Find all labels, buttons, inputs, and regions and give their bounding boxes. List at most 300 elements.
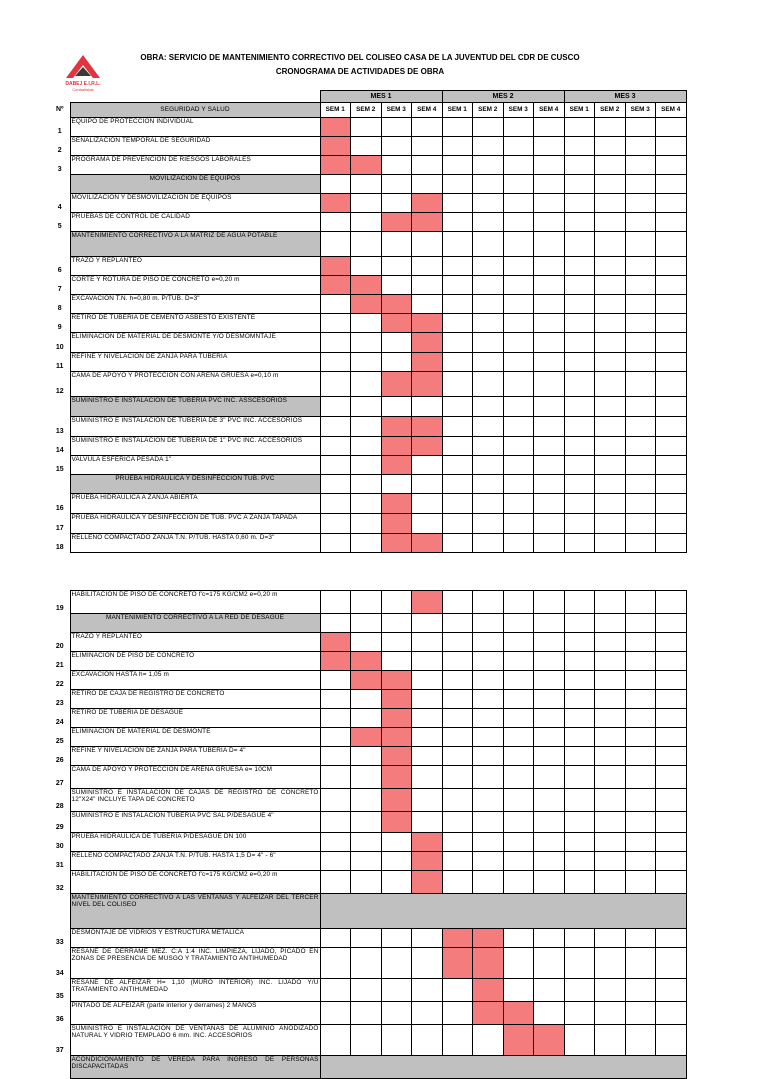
week-cell [412,929,443,948]
week-cell [595,709,626,728]
week-cell [534,194,565,213]
week-cell [656,747,687,766]
row-number: 18 [55,543,64,551]
week-cell [473,437,504,456]
week-cell [564,534,595,553]
document-subtitle: CRONOGRAMA DE ACTIVIDADES DE OBRA [275,67,445,76]
activity-row [50,534,686,553]
week-cell [351,812,382,833]
scheduled-week-cell [412,437,443,456]
scheduled-week-cell [381,417,412,437]
week-cell [656,372,687,397]
section-title: MANTENIMIENTO CORRECTIVO A LAS VENTANAS Y ALFEIZAR DEL TERCER NIVEL DEL COLISEO [70,894,320,929]
week-cell [534,333,565,353]
week-cell [442,156,473,175]
week-cell [625,852,656,871]
week-cell [564,475,595,494]
row-number [50,475,70,494]
week-cell [595,812,626,833]
week-cell [595,137,626,156]
week-cell [534,690,565,709]
week-cell [503,690,534,709]
week-cell [381,175,412,194]
week-cell [442,437,473,456]
week-cell [564,1025,595,1056]
row-number: 37 [55,1046,64,1054]
scheduled-week-cell [351,295,382,314]
row-number: 11 [56,362,64,370]
row-number: 6 [57,266,62,274]
week-cell [503,295,534,314]
week-cell [534,437,565,456]
scheduled-week-cell [381,494,412,514]
week-cell [351,633,382,652]
week-cell [534,118,565,137]
week-cell [625,295,656,314]
week-cell [656,789,687,812]
activity-description: SUMINISTRO E INSTALACION DE CAJAS DE REGISTRO DE CONCRETO 12"X24" INCLUYE TAPA DE CONCRETO [70,789,320,812]
week-cell [503,232,534,257]
week-cell [412,514,443,534]
scheduled-week-cell [381,747,412,766]
week-cell [656,812,687,833]
week-cell [625,728,656,747]
activity-description: SEÑALIZACION TEMPORAL DE SEGURIDAD [70,137,320,156]
row-number: 35 [55,992,64,1000]
week-cell [534,372,565,397]
week-cell [442,852,473,871]
week-cell [595,1025,626,1056]
month-header: MES 3 [564,91,686,103]
section-fill [320,894,686,929]
week-cell [503,118,534,137]
activity-description: ELIMINACION DE PISO DE CONCRETO [70,652,320,671]
week-cell [595,514,626,534]
week-cell [351,314,382,333]
week-cell [351,948,382,979]
week-cell [625,747,656,766]
week-cell [564,397,595,417]
week-cell [473,232,504,257]
week-cell [564,314,595,333]
row-number [50,894,70,929]
week-cell [473,475,504,494]
week-cell [442,295,473,314]
scheduled-week-cell [381,314,412,333]
week-cell [442,175,473,194]
week-cell [534,833,565,852]
week-cell [412,979,443,1002]
section-row [50,1056,686,1079]
week-cell [351,979,382,1002]
scheduled-week-cell [320,633,351,652]
week-cell [625,652,656,671]
week-cell [534,1002,565,1025]
scheduled-week-cell [381,812,412,833]
week-cell [381,948,412,979]
week-cell [320,353,351,372]
week-cell [534,614,565,633]
week-cell [412,652,443,671]
row-number: 27 [55,779,64,787]
week-cell [320,979,351,1002]
week-cell [351,137,382,156]
week-cell [320,372,351,397]
week-cell [351,766,382,789]
week-cell [473,175,504,194]
activity-description: RETIRO DE CAJA DE REGISTRO DE CONCRETO [70,690,320,709]
week-cell [656,232,687,257]
week-cell [595,948,626,979]
activity-description: RESANE DE ALFEIZAR H= 1,10 (MURO INTERIOR) INC. LIJADO Y/U TRATAMIENTO ANTIHUMEDAD [70,979,320,1002]
scheduled-week-cell [320,257,351,276]
week-cell [442,456,473,475]
scheduled-week-cell [412,852,443,871]
scheduled-week-cell [412,534,443,553]
week-cell [625,213,656,232]
week-cell [625,948,656,979]
week-cell [442,833,473,852]
row-number: 33 [55,938,64,946]
week-cell [595,456,626,475]
row-number: 8 [57,304,62,312]
week-cell [320,314,351,333]
week-cell [534,232,565,257]
scheduled-week-cell [412,833,443,852]
activity-row [50,1025,686,1056]
week-cell [656,690,687,709]
week-cell [320,295,351,314]
week-cell [473,871,504,894]
activity-description: RETIRO DE TUBERIA DE CEMENTO ASBESTO EXISTENTE [70,314,320,333]
week-cell [564,690,595,709]
activity-description: RESANE DE DERRAME MEZ. C:A 1:4 INC. LIMPIEZA, LIJADO, PICADO EN ZONAS DE PRESENCIA DE MUSGO Y TRATAMIENTO ANTIHUMEDAD [70,948,320,979]
week-cell [656,333,687,353]
week-cell [503,494,534,514]
logo-name: DABEJ E.I.R.L. [65,81,101,87]
week-cell [534,295,565,314]
week-cell [442,372,473,397]
week-cell [656,1025,687,1056]
week-cell [564,295,595,314]
week-cell [564,929,595,948]
week-cell [595,118,626,137]
header-spacer [50,91,70,103]
week-cell [320,534,351,553]
week-cell [473,1025,504,1056]
week-cell [656,728,687,747]
week-cell [595,314,626,333]
week-cell [351,194,382,213]
section-row [50,397,686,417]
week-cell [656,475,687,494]
week-cell [320,397,351,417]
week-header: SEM 4 [534,103,565,118]
activity-row [50,314,686,333]
week-header-row [50,103,686,118]
week-cell [656,766,687,789]
week-cell [595,833,626,852]
week-cell [442,871,473,894]
week-cell [503,614,534,633]
week-cell [625,766,656,789]
activity-description: RELLENO COMPACTADO ZANJA T.N. P/TUB. HASTA 0,60 m. D=3" [70,534,320,553]
week-cell [442,194,473,213]
week-cell [351,475,382,494]
week-cell [625,232,656,257]
month-header: MES 2 [442,91,564,103]
week-cell [595,213,626,232]
week-cell [625,929,656,948]
week-cell [564,514,595,534]
week-cell [473,417,504,437]
week-cell [473,652,504,671]
activity-description: CORTE Y ROTURA DE PISO DE CONCRETO e=0,20 m [70,276,320,295]
week-cell [442,257,473,276]
week-cell [595,194,626,213]
week-cell [351,175,382,194]
scheduled-week-cell [503,1002,534,1025]
week-cell [625,534,656,553]
week-cell [656,929,687,948]
week-cell [473,514,504,534]
week-cell [442,747,473,766]
week-cell [503,979,534,1002]
week-cell [534,417,565,437]
week-cell [320,812,351,833]
week-cell [351,353,382,372]
row-number: 9 [57,323,62,331]
activity-row [50,417,686,437]
week-cell [473,156,504,175]
activity-row [50,276,686,295]
week-cell [503,948,534,979]
week-cell [473,494,504,514]
week-cell [351,118,382,137]
activity-row [50,437,686,456]
week-cell [351,789,382,812]
week-cell [473,833,504,852]
week-cell [564,494,595,514]
week-header: SEM 2 [473,103,504,118]
week-cell [595,353,626,372]
activity-description: PROGRAMA DE PREVENCION DE RIESGOS LABORALES [70,156,320,175]
scheduled-week-cell [320,276,351,295]
week-cell [564,276,595,295]
week-cell [320,475,351,494]
week-cell [320,1025,351,1056]
week-cell [595,690,626,709]
activity-row [50,372,686,397]
scheduled-week-cell [412,353,443,372]
week-cell [534,137,565,156]
week-cell [564,728,595,747]
week-cell [656,295,687,314]
activity-description: SUMINISTRO E INSTALACION DE TUBERIA DE 1" PVC INC. ACCESORIOS [70,437,320,456]
week-cell [564,614,595,633]
logo-subtitle: Contratistas [72,87,94,92]
row-number [50,175,70,194]
week-cell [442,118,473,137]
week-cell [564,948,595,979]
week-header: SEM 4 [412,103,443,118]
week-cell [503,929,534,948]
week-cell [473,633,504,652]
week-cell [656,709,687,728]
week-cell [625,194,656,213]
activity-description: SUMINISTRO E INSTALACION TUBERIA PVC SAL P/DESAGÜE 4" [70,812,320,833]
week-cell [656,871,687,894]
week-cell [442,690,473,709]
week-cell [595,232,626,257]
week-cell [595,257,626,276]
week-cell [595,871,626,894]
activity-row [50,747,686,766]
row-number: 10 [55,343,64,351]
week-cell [442,534,473,553]
week-cell [320,671,351,690]
week-cell [503,852,534,871]
week-cell [351,494,382,514]
scheduled-week-cell [351,156,382,175]
week-cell [595,929,626,948]
week-cell [625,614,656,633]
week-cell [564,213,595,232]
activity-row [50,948,686,979]
week-cell [656,194,687,213]
week-cell [595,591,626,614]
week-cell [412,156,443,175]
week-cell [503,514,534,534]
row-number: 1 [57,127,62,135]
week-cell [381,852,412,871]
activity-row [50,494,686,514]
week-cell [534,353,565,372]
week-cell [534,766,565,789]
week-cell [595,979,626,1002]
week-cell [595,175,626,194]
week-cell [442,353,473,372]
week-cell [320,514,351,534]
scheduled-week-cell [473,979,504,1002]
week-cell [381,591,412,614]
week-cell [534,314,565,333]
section-fill [320,1056,686,1079]
activity-description: RETIRO DE TUBERIA DE DESAGÜE [70,709,320,728]
activity-row [50,257,686,276]
row-number: 14 [55,446,64,454]
week-cell [412,276,443,295]
week-cell [412,494,443,514]
week-cell [473,137,504,156]
row-number: 28 [55,802,64,810]
week-cell [351,333,382,353]
week-cell [473,314,504,333]
week-cell [442,314,473,333]
week-cell [625,789,656,812]
scheduled-week-cell [412,314,443,333]
activity-row [50,833,686,852]
week-cell [503,213,534,232]
week-cell [625,514,656,534]
week-cell [351,690,382,709]
week-cell [656,397,687,417]
week-cell [534,534,565,553]
week-cell [564,257,595,276]
week-cell [625,1025,656,1056]
week-cell [656,213,687,232]
week-cell [473,591,504,614]
document-title: OBRA: SERVICIO DE MANTENIMIENTO CORRECTIVO DEL COLISEO CASA DE LA JUVENTUD DEL CDR DE CUSCO [140,53,580,62]
week-cell [534,671,565,690]
week-cell [564,118,595,137]
week-cell [351,437,382,456]
activity-description: TRAZO Y REPLANTEO [70,257,320,276]
header-spacer [70,91,320,103]
week-cell [473,766,504,789]
activity-row [50,812,686,833]
activity-description: ELIMINACION DE MATERIAL DE DESMONTE Y/O DESMOMNTAJE [70,333,320,353]
week-cell [503,789,534,812]
week-cell [320,437,351,456]
week-cell [656,437,687,456]
week-cell [503,417,534,437]
week-cell [656,979,687,1002]
activity-description: EQUIPO DE PROTECCION INDIVIDUAL [70,118,320,137]
week-cell [320,591,351,614]
week-cell [503,156,534,175]
week-cell [564,591,595,614]
week-cell [412,766,443,789]
scheduled-week-cell [381,671,412,690]
week-cell [381,137,412,156]
week-cell [564,353,595,372]
row-number: 36 [55,1015,64,1023]
row-number: 30 [55,842,64,850]
week-cell [503,353,534,372]
scheduled-week-cell [412,333,443,353]
week-cell [412,614,443,633]
week-cell [656,591,687,614]
week-cell [595,852,626,871]
activity-description: RELLENO COMPACTADO ZANJA T.N. P/TUB. HASTA 1,5 D= 4" - 6" [70,852,320,871]
week-cell [351,213,382,232]
row-number: 32 [55,884,64,892]
week-cell [473,353,504,372]
activity-row [50,514,686,534]
month-header: MES 1 [320,91,442,103]
activity-row [50,671,686,690]
row-number: 19 [55,604,64,612]
section-title: ACONDICIONAMIENTO DE VEREDA PARA INGRESO DE PERSONAS DISCAPACITADAS [70,1056,320,1079]
week-cell [625,833,656,852]
week-cell [473,812,504,833]
week-cell [656,534,687,553]
week-cell [534,812,565,833]
week-cell [320,833,351,852]
week-cell [595,789,626,812]
week-cell [442,397,473,417]
week-cell [442,276,473,295]
week-cell [442,652,473,671]
week-cell [351,591,382,614]
week-cell [381,257,412,276]
activity-description: MOVILIZACION Y DESMOVILIZACION DE EQUIPOS [70,194,320,213]
activity-row [50,213,686,232]
week-cell [351,747,382,766]
activity-row [50,295,686,314]
week-cell [473,397,504,417]
